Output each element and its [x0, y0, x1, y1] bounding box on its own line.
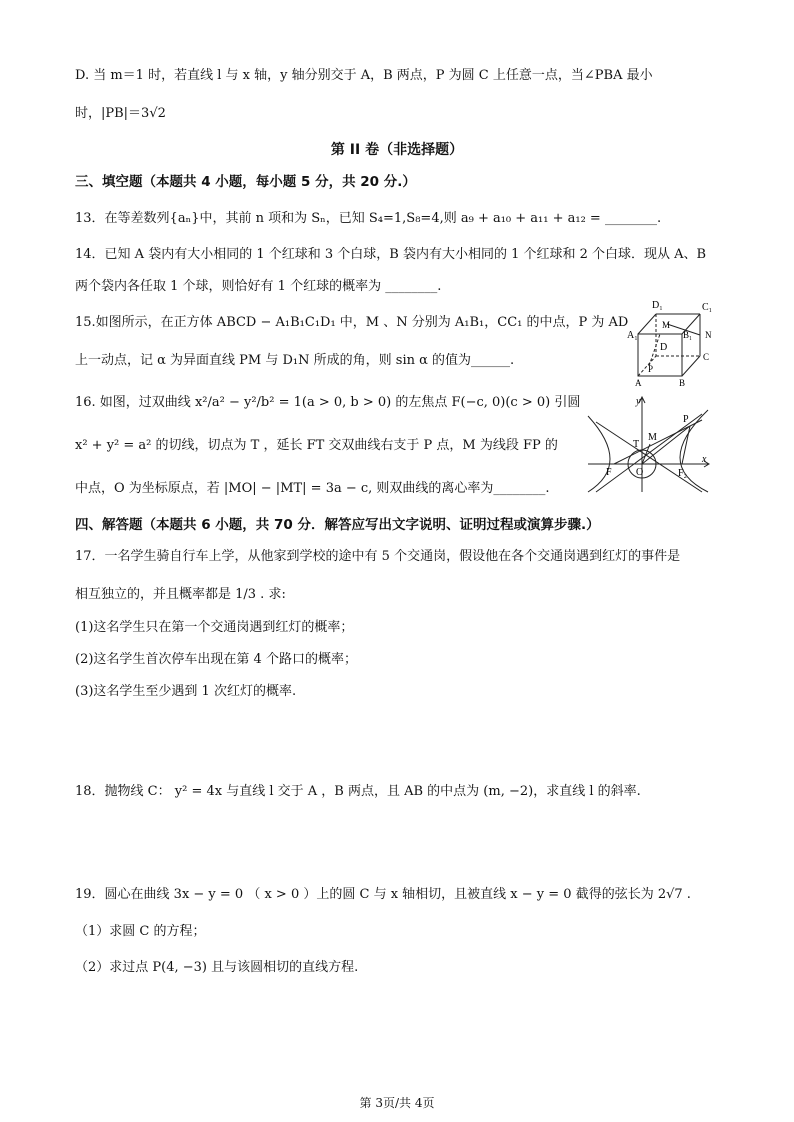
question-17-line2: 相互独立的，并且概率都是 1/3 . 求: [75, 587, 286, 602]
part4-heading: 四、解答题（本题共 6 小题，共 70 分．解答应写出文字说明、证明过程或演算步骤.） [75, 517, 600, 533]
question-15-line1: 15.如图所示，在正方体 ABCD − A₁B₁C₁D₁ 中，M 、N 分别为 A₁B₁，CC₁ 的中点，P 为 AD [75, 315, 629, 330]
section-title: 第 II 卷（非选择题） [330, 142, 464, 158]
option-d: D. 当 m＝1 时，若直线 l 与 x 轴，y 轴分别交于 A，B 两点，P 为圆 C 上任意一点，当∠PBA 最小 [75, 68, 653, 83]
hyperbola-label-f: F [606, 467, 612, 478]
question-18: 18．抛物线 C： y² = 4x 与直线 l 交于 A ，B 两点，且 AB 的中点为 (m, −2)，求直线 l 的斜率. [75, 784, 641, 799]
question-17-line1: 17．一名学生骑自行车上学，从他家到学校的途中有 5 个交通岗，假设他在各个交通岗遇到红灯的事件是 [75, 549, 681, 564]
cube-label-d1: D₁ [652, 300, 663, 311]
page-footer: 第 3页/共 4页 [359, 1096, 435, 1110]
question-17-part3: (3)这名学生至少遇到 1 次红灯的概率. [75, 684, 297, 699]
hyperbola-label-x: x [702, 454, 707, 465]
hyperbola-label-y: y [636, 396, 641, 407]
question-16-line3: 中点，O 为坐标原点，若 |MO| − |MT| = 3a − c, 则双曲线的离心率为________. [75, 481, 550, 496]
question-19: 19．圆心在曲线 3x − y = 0 （ x > 0 ）上的圆 C 与 x 轴相切，且被直线 x − y = 0 截得的弦长为 2√7 . [75, 887, 691, 902]
cube-figure [622, 292, 722, 388]
question-19-part1: （1）求圆 C 的方程； [75, 924, 206, 939]
question-17-part2: (2)这名学生首次停车出现在第 4 个路口的概率； [75, 652, 357, 667]
cube-label-n: N [705, 330, 712, 340]
cube-label-a1: A₁ [627, 330, 638, 341]
option-d-continued: 时，|PB|＝3√2 [75, 106, 166, 121]
cube-label-b1: B₁ [683, 330, 693, 340]
hyperbola-figure [586, 392, 714, 494]
cube-label-d: D [660, 342, 668, 353]
question-16-line2: x² + y² = a² 的切线，切点为 T ，延长 FT 交双曲线右支于 P 点，M 为线段 FP 的 [75, 438, 558, 453]
hyperbola-label-o: O [636, 467, 644, 478]
hyperbola-label-m: M [648, 432, 657, 443]
question-13: 13．在等差数列{aₙ}中，其前 n 项和为 Sₙ，已知 S₄=1,S₈=4,则 a₉ + a₁₀ + a₁₁ + a₁₂ = ________. [75, 211, 662, 226]
question-14-line2: 两个袋内各任取 1 个球，则恰好有 1 个红球的概率为 ________. [75, 279, 442, 294]
hyperbola-label-t: T [633, 439, 640, 450]
question-16-line1: 16. 如图，过双曲线 x²/a² − y²/b² = 1(a > 0, b > 0) 的左焦点 F(−c, 0)(c > 0) 引圆 [75, 395, 581, 410]
cube-label-c: C [703, 352, 710, 362]
hyperbola-label-f2: F₂ [678, 468, 688, 479]
cube-label-p: P [648, 364, 654, 374]
question-19-part2: （2）求过点 P(4, −3) 且与该圆相切的直线方程. [75, 960, 359, 975]
question-14-line1: 14．已知 A 袋内有大小相同的 1 个红球和 3 个白球，B 袋内有大小相同的 1 个红球和 2 个白球．现从 A、B [75, 247, 707, 262]
question-17-part1: (1)这名学生只在第一个交通岗遇到红灯的概率； [75, 620, 354, 635]
question-15-line2: 上一动点，记 α 为异面直线 PM 与 D₁N 所成的角，则 sin α 的值为______. [75, 353, 515, 368]
hyperbola-label-p: P [683, 414, 689, 425]
part3-heading: 三、填空题（本题共 4 小题，每小题 5 分，共 20 分.） [75, 174, 416, 190]
cube-label-m: M [662, 320, 671, 330]
cube-label-c1: C₁ [702, 302, 713, 313]
cube-label-a: A [635, 378, 642, 388]
cube-label-b: B [679, 378, 686, 388]
